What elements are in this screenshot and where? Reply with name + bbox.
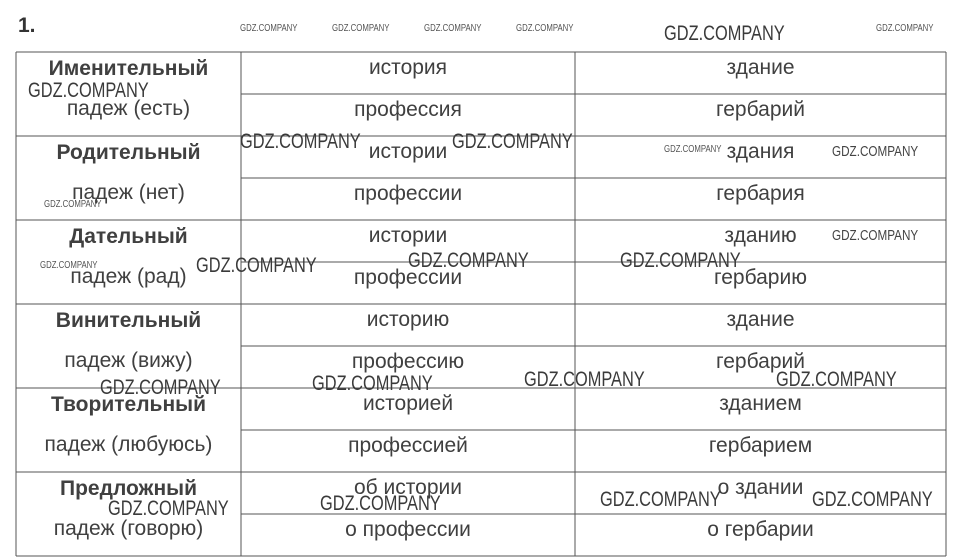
word1-plural-accusative: профессию bbox=[351, 350, 465, 373]
word2-singular-accusative: здание bbox=[726, 308, 795, 331]
watermark: GDZ.COMPANY bbox=[108, 497, 229, 520]
watermark: GDZ.COMPANY bbox=[832, 227, 919, 244]
watermark: GDZ.COMPANY bbox=[524, 368, 645, 391]
case-name-instrumental: Творительный bbox=[51, 393, 206, 416]
watermark: GDZ.COMPANY bbox=[312, 372, 433, 395]
case-name-nominative: Именительный bbox=[48, 57, 209, 80]
word2-plural-instrumental: гербарием bbox=[708, 434, 813, 457]
word2-plural-accusative: гербарий bbox=[716, 350, 805, 373]
watermark: GDZ.COMPANY bbox=[240, 130, 361, 153]
exercise-number: 1. bbox=[18, 14, 36, 37]
watermark: GDZ.COMPANY bbox=[664, 22, 785, 45]
watermark: GDZ.COMPANY bbox=[600, 488, 721, 511]
case-name-accusative: Винительный bbox=[55, 309, 202, 332]
word1-singular-nominative: история bbox=[368, 56, 448, 79]
watermark: GDZ.COMPANY bbox=[196, 254, 317, 277]
watermark: GDZ.COMPANY bbox=[320, 492, 441, 515]
watermark: GDZ.COMPANY bbox=[424, 23, 482, 34]
case-hint-instrumental: падеж (любуюсь) bbox=[44, 433, 213, 456]
word2-singular-dative: зданию bbox=[724, 224, 797, 247]
case-hint-nominative: падеж (есть) bbox=[66, 97, 191, 120]
case-hint-accusative: падеж (вижу) bbox=[64, 349, 193, 372]
watermark: GDZ.COMPANY bbox=[408, 249, 529, 272]
word1-singular-instrumental: историей bbox=[362, 392, 454, 415]
word1-plural-genitive: профессии bbox=[353, 182, 463, 205]
watermark: GDZ.COMPANY bbox=[832, 143, 919, 160]
word1-plural-nominative: профессия bbox=[354, 98, 462, 121]
watermark: GDZ.COMPANY bbox=[812, 488, 933, 511]
watermark: GDZ.COMPANY bbox=[776, 368, 897, 391]
case-hint-genitive: падеж (нет) bbox=[72, 181, 185, 204]
watermark: GDZ.COMPANY bbox=[620, 249, 741, 272]
watermark: GDZ.COMPANY bbox=[876, 23, 934, 34]
word1-plural-dative: профессии bbox=[353, 266, 463, 289]
case-name-prepositional: Предложный bbox=[60, 477, 197, 500]
word1-singular-dative: истории bbox=[368, 224, 448, 247]
watermark: GDZ.COMPANY bbox=[28, 79, 149, 102]
word2-singular-nominative: здание bbox=[726, 56, 795, 79]
word1-plural-instrumental: профессией bbox=[348, 434, 468, 457]
watermark: GDZ.COMPANY bbox=[332, 23, 390, 34]
word2-singular-genitive: здания bbox=[726, 140, 795, 163]
word2-plural-dative: гербарию bbox=[714, 266, 807, 289]
word1-singular-genitive: истории bbox=[368, 140, 448, 163]
word2-singular-instrumental: зданием bbox=[719, 392, 802, 415]
word2-plural-nominative: гербарий bbox=[716, 98, 805, 121]
case-hint-dative: падеж (рад) bbox=[70, 265, 187, 288]
watermark: GDZ.COMPANY bbox=[452, 130, 573, 153]
word1-singular-prepositional: об истории bbox=[354, 476, 462, 499]
watermark: GDZ.COMPANY bbox=[100, 376, 221, 399]
watermark: GDZ.COMPANY bbox=[40, 260, 98, 271]
word2-singular-prepositional: о здании bbox=[717, 476, 804, 499]
word1-plural-prepositional: о профессии bbox=[345, 518, 471, 541]
watermark: GDZ.COMPANY bbox=[664, 144, 722, 155]
watermark: GDZ.COMPANY bbox=[516, 23, 574, 34]
case-name-dative: Дательный bbox=[69, 225, 188, 248]
watermark: GDZ.COMPANY bbox=[44, 199, 102, 210]
case-name-genitive: Родительный bbox=[56, 141, 201, 164]
word2-plural-prepositional: о гербарии bbox=[707, 518, 814, 541]
word2-plural-genitive: гербария bbox=[716, 182, 805, 205]
word1-singular-accusative: историю bbox=[366, 308, 450, 331]
case-hint-prepositional: падеж (говорю) bbox=[53, 517, 204, 540]
watermark: GDZ.COMPANY bbox=[240, 23, 298, 34]
